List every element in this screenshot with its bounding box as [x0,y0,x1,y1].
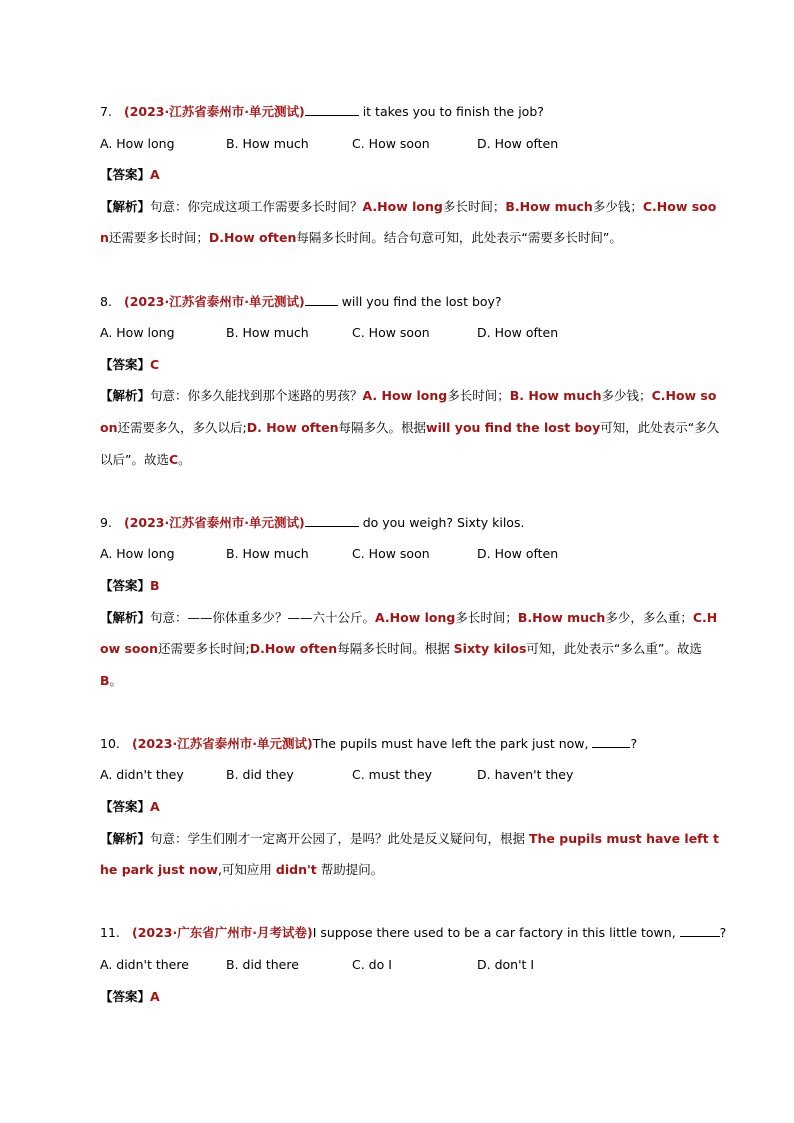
options-row [100,128,722,160]
option-b: B. How much [226,546,309,562]
exp-seg: 。 [178,451,191,467]
exp-seg: 可知，此处表示“多久以后”。故选 [100,419,720,467]
answer-label: 【答案】 [100,167,151,183]
answer-label: 【答案】 [100,356,151,372]
option-d: D. How often [477,325,559,341]
explanation [100,602,722,697]
option-b: B. How much [226,325,309,341]
exp-seg: ,可知应用 [217,862,276,878]
option-d: D. haven't they [477,767,574,783]
exp-seg: 句意：你多久能找到那个迷路的男孩？ [150,388,363,404]
exp-seg: B.How much [505,198,593,214]
options-row [100,759,722,791]
exp-seg: 帮助提问。 [316,862,384,878]
exp-seg: 每隔多久。根据 [338,419,427,435]
question-stem [100,917,727,949]
option-c: C. How soon [352,135,430,151]
explanation-label: 【解析】 [100,609,151,625]
option-d: D. How often [477,546,559,562]
explanation-label: 【解析】 [100,388,151,404]
exp-seg: Sixty kilos [453,641,527,657]
options-row [100,317,722,349]
question-number: 10. [100,735,120,751]
question-text: The pupils must have left the park just now, [312,735,593,751]
answer-blank [305,103,359,116]
option-c: C. do I [352,957,392,973]
question-10 [100,728,722,918]
explanation [100,823,722,886]
question-text: will you find the lost boy? [337,293,502,309]
answer-value: A [150,988,160,1004]
answer-line [100,791,722,823]
answer-blank [680,924,720,937]
exp-seg: 多长时间； [455,609,518,625]
exp-seg: B.How much [517,609,606,625]
answer-value: A [150,167,160,183]
answer-line [100,159,722,191]
explanation [100,191,722,254]
exp-seg: 多少钱； [592,198,643,214]
answer-line [100,981,722,1013]
exp-seg: 每隔多长时间。根据 [337,641,454,657]
option-d: D. don't I [477,957,535,973]
option-a: A. How long [100,546,175,562]
exp-seg: 每隔多长时间。结合句意可知，此处表示“需要多长时间”。 [296,230,622,246]
exp-seg: 多少，多么重； [605,609,693,625]
option-d: D. How often [477,135,559,151]
options-row [100,949,722,981]
question-source: (2023·广东省广州市·月考试卷) [132,925,313,941]
explanation-label: 【解析】 [100,198,151,214]
question-number: 9. [100,514,112,530]
exp-seg: C [168,451,179,467]
exp-seg: 还需要多长时间; [158,641,250,657]
options-row [100,538,722,570]
explanation [100,380,722,475]
question-stem [100,728,722,760]
exp-seg: D.How often [208,230,297,246]
exp-seg: 多少钱； [601,388,652,404]
question-stem [100,96,722,128]
explanation-label: 【解析】 [100,830,151,846]
exp-seg: didn't [275,862,317,878]
option-b: B. did there [226,957,299,973]
answer-value: A [150,799,160,815]
question-9 [100,507,722,728]
question-text: it takes you to finish the job? [358,104,544,119]
option-a: A. How long [100,325,175,341]
option-c: C. How soon [352,325,430,341]
option-a: A. didn't they [100,767,184,783]
exp-seg: The pupils must have left the park just now [100,830,719,878]
answer-label: 【答案】 [100,988,151,1004]
exp-seg: A. How long [362,388,448,404]
question-11 [100,917,727,1012]
answer-blank [592,735,630,748]
exp-seg: 句意：——你体重多少？——六十公斤。 [150,609,376,625]
exp-seg: 句意：学生们刚才一定离开公园了，是吗？此处是反义疑问句，根据 [150,830,529,846]
exp-seg: C.How soon [100,388,717,435]
question-source: (2023·江苏省泰州市·单元测试) [124,104,305,119]
question-text-end: ? [719,925,727,941]
option-b: B. did they [226,767,294,783]
exp-seg: A.How long [375,609,456,625]
answer-line [100,349,722,381]
document-page [100,96,727,1012]
option-c: C. How soon [352,546,430,562]
answer-line [100,570,722,602]
exp-seg: D. How often [246,419,339,435]
exp-seg: 多长时间； [447,388,510,404]
option-a: A. How long [100,135,175,151]
exp-seg: D.How often [249,641,338,657]
exp-seg: 可知，此处表示“多么重”。故选 [526,641,702,657]
question-stem [100,286,722,318]
question-text: I suppose there used to be a car factory in this little town, [312,925,680,941]
exp-seg: 句意：你完成这项工作需要多长时间？ [150,198,363,214]
option-a: A. didn't there [100,957,189,973]
question-source: (2023·江苏省泰州市·单元测试) [124,514,305,530]
exp-seg: B. How much [509,388,602,404]
exp-seg: C.How soon [100,609,718,657]
exp-seg: C.How soon [100,198,717,246]
answer-label: 【答案】 [100,799,151,815]
option-b: B. How much [226,135,309,151]
answer-blank [305,514,359,527]
question-number: 7. [100,104,112,119]
answer-blank [305,293,338,306]
option-c: C. must they [352,767,433,783]
question-source: (2023·江苏省泰州市·单元测试) [124,293,305,309]
question-number: 8. [100,293,112,309]
answer-value: C [150,356,160,372]
question-text: do you weigh? Sixty kilos. [358,514,525,530]
exp-seg: 。 [109,672,123,688]
question-number: 11. [100,925,120,941]
question-source: (2023·江苏省泰州市·单元测试) [132,735,313,751]
answer-value: B [150,577,160,593]
exp-seg: B [100,672,110,688]
answer-label: 【答案】 [100,577,151,593]
exp-seg: will you find the lost boy [426,419,601,435]
exp-seg: 还需要多久，多久以后; [117,419,247,435]
question-text-end: ? [630,735,638,751]
question-8 [100,286,722,507]
exp-seg: 多长时间； [442,198,506,214]
question-stem [100,507,722,539]
exp-seg: 还需要多长时间； [108,230,209,246]
exp-seg: A.How long [362,198,443,214]
question-7 [100,96,722,286]
